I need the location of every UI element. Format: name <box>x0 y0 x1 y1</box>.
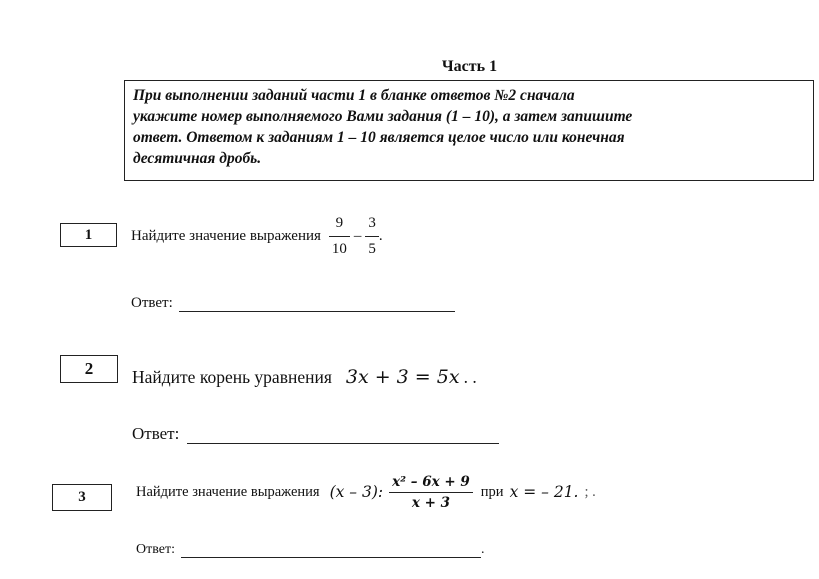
instructions-box <box>124 80 814 181</box>
task-1-fraction-a-den: 10 <box>329 236 350 258</box>
task-3-tail: ; . <box>584 483 596 500</box>
task-1-fraction-b-den: 5 <box>365 236 379 258</box>
task-1-answer-row <box>131 290 455 312</box>
task-3-at-text: при <box>480 483 504 500</box>
task-1-fraction-a-num: 9 <box>335 214 344 231</box>
task-1-text: Найдите значение выражения <box>131 227 321 244</box>
task-1-answer-label: Ответ: <box>131 295 173 311</box>
task-1-statement <box>131 206 383 266</box>
instructions-line-3: ответ. Ответом к заданиям 1 – 10 является целое число или конечная <box>133 129 625 146</box>
task-3-expr-left: (x – 3): <box>329 483 384 501</box>
instructions-line-4: десятичная дробь. <box>133 150 262 167</box>
task-3-answer-tail: . <box>480 542 485 557</box>
task-2-statement <box>132 364 477 390</box>
task-1-operator: – <box>353 227 362 244</box>
task-2-answer-row <box>132 420 499 444</box>
task-2-equation: 3x + 3 = 5x <box>345 366 460 388</box>
task-2-text: Найдите корень уравнения <box>132 366 332 387</box>
task-3-fraction <box>389 474 473 511</box>
task-3-fraction-den: x + 3 <box>389 492 473 511</box>
task-3-condition: x = – 21. <box>509 483 579 501</box>
task-1-fraction-b-num: 3 <box>368 214 376 231</box>
task-3-statement <box>136 466 596 518</box>
task-1-number: 1 <box>84 227 93 243</box>
instructions-line-1: При выполнении заданий части 1 в бланке ответов №2 сначала <box>133 87 575 104</box>
task-3-answer-row <box>136 538 484 558</box>
task-2-answer-label: Ответ: <box>132 424 180 443</box>
task-1-fraction-a <box>329 215 350 258</box>
task-2-tail: . . <box>463 366 477 387</box>
task-3-text: Найдите значение выражения <box>136 483 320 500</box>
task-1-answer-field[interactable] <box>179 293 455 312</box>
instructions-line-2: укажите номер выполняемого Вами задания (1 – 10), а затем запишите <box>133 108 633 125</box>
task-1-tail: . <box>378 227 383 244</box>
task-2-number-box <box>60 355 118 383</box>
task-3-number-box <box>52 484 112 511</box>
task-3-answer-field[interactable] <box>181 541 481 558</box>
task-3-fraction-num: x² – 6x + 9 <box>392 473 470 490</box>
task-3-answer-label: Ответ: <box>136 542 175 557</box>
task-3-number: 3 <box>78 489 86 505</box>
task-2-number: 2 <box>84 359 94 378</box>
task-1-fraction-b <box>365 215 379 258</box>
task-1-number-box <box>60 223 117 247</box>
task-2-answer-field[interactable] <box>187 423 499 444</box>
part-title: Часть 1 <box>441 58 498 75</box>
